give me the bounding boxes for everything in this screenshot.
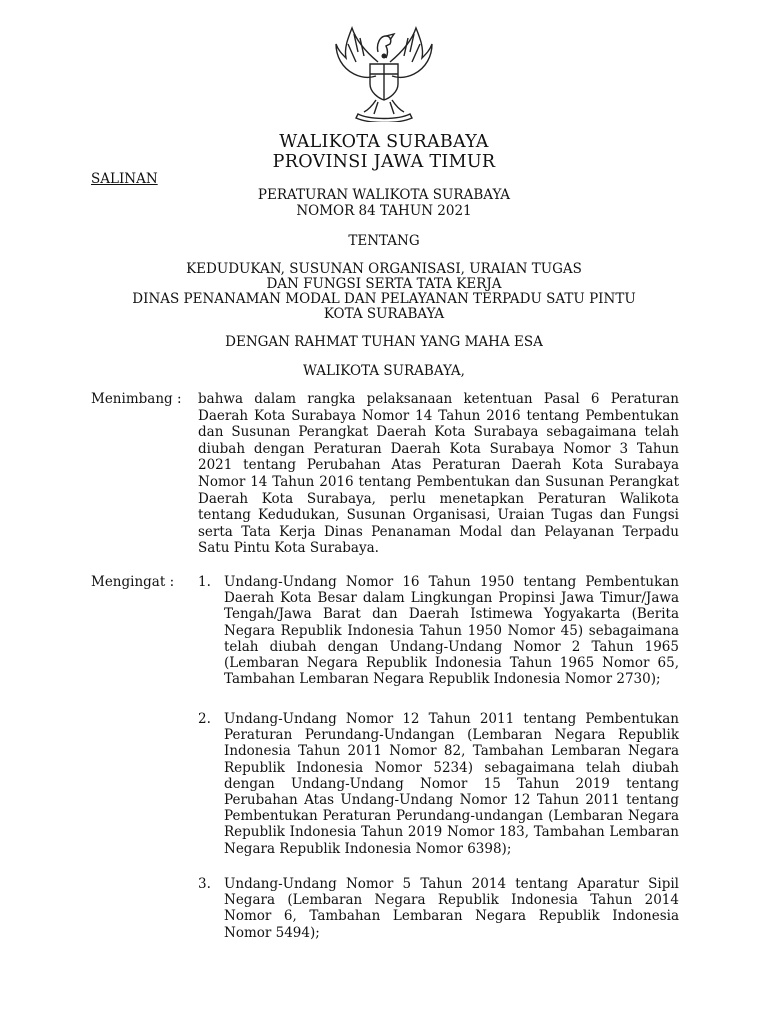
mengingat-label: Mengingat :	[91, 574, 175, 590]
salinan-label: SALINAN	[91, 171, 158, 187]
subject-line-4: KOTA SURABAYA	[323, 306, 445, 322]
list-item-number: 3.	[198, 876, 211, 892]
subject-line-3: DINAS PENANAMAN MODAL DAN PELAYANAN TERPADU SATU PINTU	[132, 291, 636, 307]
subject-line-2: DAN FUNGSI SERTA TATA KERJA	[266, 276, 502, 292]
menimbang-label: Menimbang :	[91, 391, 182, 407]
tentang-heading: TENTANG	[348, 233, 420, 249]
subject-line-1: KEDUDUKAN, SUSUNAN ORGANISASI, URAIAN TUGAS	[186, 261, 582, 277]
walikota-line: WALIKOTA SURABAYA,	[303, 363, 465, 379]
header-provinsi: PROVINSI JAWA TIMUR	[272, 152, 496, 172]
garuda-emblem-icon	[328, 22, 440, 122]
menimbang-text: bahwa dalam rangka pelaksanaan ketentuan Pasal 6 Peraturan Daerah Kota Surabaya Nomor 14 Tahun 2016 tentang Pembentukan dan Susunan Perangkat Daerah Kota Surabaya sebagaimana telah diubah dengan Peraturan Daerah Kota Surabaya Nomor 3 Tahun 2021 tentang Perubahan Atas Peraturan Daerah Kota Surabaya Nomor 14 Tahun 2016 tentang Pembentukan dan Susunan Perangkat Daerah Kota Surabaya, perlu menetapkan Peraturan Walikota tentang Kedudukan, Susunan Organisasi, Uraian Tugas dan Fungsi serta Tata Kerja Dinas Penanaman Modal dan Pelayanan Terpadu Satu Pintu Kota Surabaya.	[198, 391, 679, 557]
list-item-number: 2.	[198, 711, 211, 727]
regulation-title: PERATURAN WALIKOTA SURABAYA	[257, 187, 511, 203]
list-item: Undang-Undang Nomor 16 Tahun 1950 tentang Pembentukan Daerah Kota Besar dalam Lingkungan Propinsi Jawa Timur/Jawa Tengah/Jawa Barat dan Daerah Istimewa Yogyakarta (Berita Negara Republik Indonesia Tahun 1950 Nomor 45) sebagaimana telah diubah dengan Undang-Undang Nomor 2 Tahun 1965 (Lembaran Negara Republik Indonesia Tahun 1965 Nomor 65, Tambahan Lembaran Negara Republik Indonesia Nomor 2730);	[224, 574, 679, 688]
rahmat-line: DENGAN RAHMAT TUHAN YANG MAHA ESA	[225, 334, 543, 350]
list-item: Undang-Undang Nomor 12 Tahun 2011 tentang Pembentukan Peraturan Perundang-Undangan (Lembaran Negara Republik Indonesia Tahun 2011 Nomor 82, Tambahan Lembaran Negara Republik Indonesia Nomor 5234) sebagaimana telah diubah dengan Undang-Undang Nomor 15 Tahun 2019 tentang Perubahan Atas Undang-Undang Nomor 12 Tahun 2011 tentang Pembentukan Peraturan Perundang-undangan (Lembaran Negara Republik Indonesia Tahun 2019 Nomor 183, Tambahan Lembaran Negara Republik Indonesia Nomor 6398);	[224, 711, 679, 857]
regulation-number: NOMOR 84 TAHUN 2021	[296, 203, 472, 219]
header-walikota: WALIKOTA SURABAYA	[279, 132, 489, 152]
list-item: Undang-Undang Nomor 5 Tahun 2014 tentang Aparatur Sipil Negara (Lembaran Negara Republik Indonesia Tahun 2014 Nomor 6, Tambahan Lembaran Negara Republik Indonesia Nomor 5494);	[224, 876, 679, 941]
list-item-number: 1.	[198, 574, 211, 590]
